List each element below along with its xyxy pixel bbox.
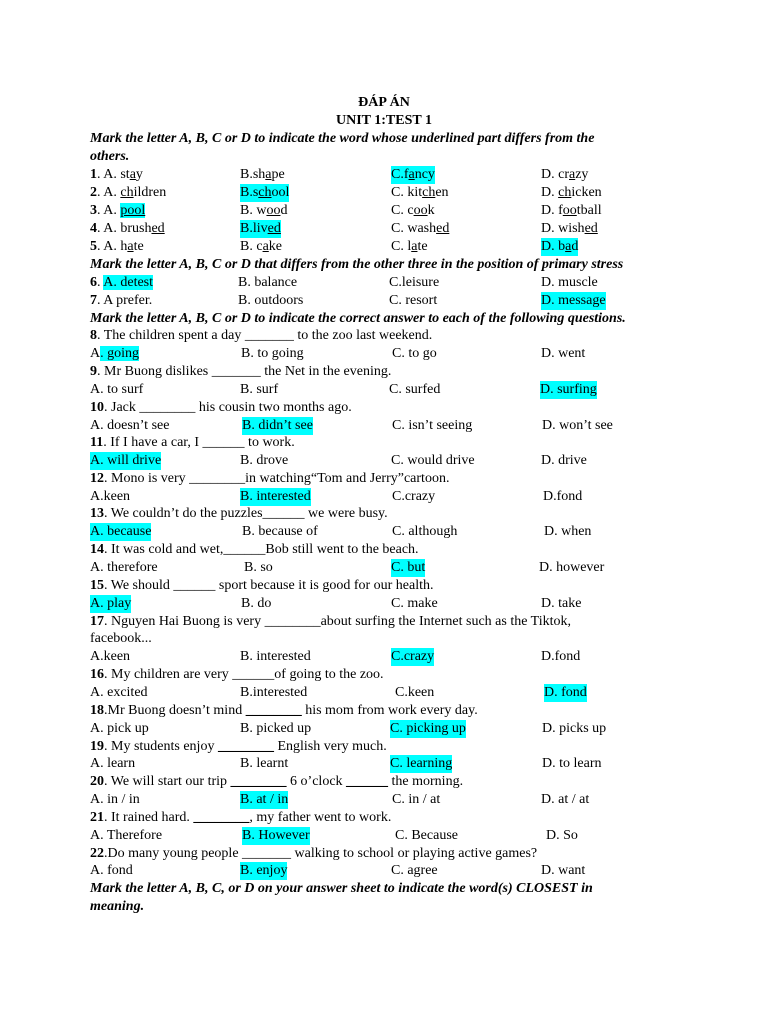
instruction-pronunciation-cont: others.	[90, 149, 130, 164]
option-b: B. drove	[240, 453, 289, 468]
option-d: D. to learn	[542, 756, 602, 771]
option-d: D. however	[539, 560, 605, 575]
option-c: C. isn’t seeing	[392, 418, 473, 433]
option-d: D. at / at	[541, 792, 590, 807]
instruction-synonym-cont: meaning.	[90, 899, 145, 914]
option-c: C.leisure	[389, 275, 440, 290]
question-2: 2. A. children	[90, 185, 167, 200]
option-c-answer: C. picking up	[390, 721, 466, 736]
question-17-cont: facebook...	[90, 631, 152, 646]
option-d-answer: D. fond	[544, 685, 587, 700]
option-b: B. picked up	[240, 721, 312, 736]
question-5: 5. A. hate	[90, 239, 144, 254]
question-1: 1. A. stay	[90, 167, 143, 182]
question-4: 4. A. brushed	[90, 221, 165, 236]
option-b-answer: B. enjoy	[240, 863, 288, 878]
question-18: 18.Mr Buong doesn’t mind ________ his mom from work every day.	[90, 703, 478, 718]
option-a-answer: A. going	[90, 346, 140, 361]
option-c: C. cook	[391, 203, 435, 218]
question-14: 14. It was cold and wet,______Bob still went to the beach.	[90, 542, 419, 557]
option-d: D.fond	[541, 649, 581, 664]
option-c: C. although	[392, 524, 458, 539]
option-c: C. resort	[389, 293, 438, 308]
question-13: 13. We couldn’t do the puzzles______ we were busy.	[90, 506, 388, 521]
option-a: A. pick up	[90, 721, 149, 736]
page-subtitle: UNIT 1:TEST 1	[336, 113, 432, 128]
option-a: A. Therefore	[90, 828, 163, 843]
question-22: 22.Do many young people _______ walking to school or playing active games?	[90, 846, 538, 861]
question-12: 12. Mono is very ________in watching“Tom and Jerry”cartoon.	[90, 471, 450, 486]
option-d: D. when	[544, 524, 592, 539]
option-a: A. doesn’t see	[90, 418, 170, 433]
question-19: 19. My students enjoy ________ English very much.	[90, 739, 387, 754]
option-b: B. do	[241, 596, 272, 611]
question-3: 3. A. pool	[90, 203, 146, 218]
option-b: B. because of	[242, 524, 318, 539]
option-c: C.keen	[395, 685, 435, 700]
option-c-answer: C.crazy	[391, 649, 435, 664]
option-d: D. wished	[541, 221, 598, 236]
option-a: A. excited	[90, 685, 148, 700]
option-c: C. late	[391, 239, 428, 254]
page-title: ĐÁP ÁN	[358, 95, 410, 110]
option-a: A. learn	[90, 756, 136, 771]
option-d: D. take	[541, 596, 582, 611]
option-d-answer: D. bad	[541, 239, 579, 254]
option-c: C. surfed	[389, 382, 441, 397]
option-b-answer: B. However	[242, 828, 310, 843]
option-b: B. learnt	[240, 756, 289, 771]
option-b-answer: B. didn’t see	[242, 418, 313, 433]
option-b: B. to going	[241, 346, 304, 361]
option-a: A. in / in	[90, 792, 140, 807]
option-d: D. muscle	[541, 275, 598, 290]
option-d: D. So	[546, 828, 578, 843]
option-d: D. football	[541, 203, 602, 218]
option-b: B. cake	[240, 239, 282, 254]
question-15: 15. We should ______ sport because it is good for our health.	[90, 578, 434, 593]
option-d: D. crazy	[541, 167, 589, 182]
option-c: C. agree	[391, 863, 438, 878]
instruction-synonym: Mark the letter A, B, C, or D on your answer sheet to indicate the word(s) CLOSEST in	[90, 881, 593, 896]
option-a: A. fond	[90, 863, 133, 878]
option-d-answer: D. message	[541, 293, 606, 308]
option-d: D.fond	[543, 489, 583, 504]
question-16: 16. My children are very ______of going to the zoo.	[90, 667, 384, 682]
option-b: B. so	[244, 560, 273, 575]
option-c-answer: C. but	[391, 560, 426, 575]
option-b: B. wood	[240, 203, 288, 218]
option-d: D. drive	[541, 453, 587, 468]
option-b: B. surf	[240, 382, 279, 397]
option-c-answer: C.fancy	[391, 167, 435, 182]
option-a-answer: A. because	[90, 524, 152, 539]
question-8: 8. The children spent a day _______ to the zoo last weekend.	[90, 328, 433, 343]
question-17: 17. Nguyen Hai Buong is very ________about surfing the Internet such as the Tiktok,	[90, 614, 572, 629]
option-b: B. interested	[240, 649, 311, 664]
instruction-pronunciation: Mark the letter A, B, C or D to indicate the word whose underlined part differs from the	[90, 131, 595, 146]
option-b: B. balance	[238, 275, 298, 290]
option-a-answer: A. will drive	[90, 453, 162, 468]
option-c: C.crazy	[392, 489, 436, 504]
option-d: D. picks up	[542, 721, 607, 736]
question-21: 21. It rained hard. ________, my father went to work.	[90, 810, 392, 825]
option-b-answer: B. interested	[240, 489, 311, 504]
question-11: 11. If I have a car, I ______ to work.	[90, 435, 295, 450]
instruction-grammar: Mark the letter A, B, C or D to indicate the correct answer to each of the following questions.	[90, 311, 626, 326]
instruction-stress: Mark the letter A, B, C or D that differs from the other three in the position of primary stress	[90, 257, 624, 272]
option-a: A. therefore	[90, 560, 158, 575]
option-d: D. want	[541, 863, 586, 878]
option-d: D. won’t see	[542, 418, 613, 433]
option-c: C. Because	[395, 828, 458, 843]
option-b-answer: B. at / in	[240, 792, 289, 807]
option-b: B. outdoors	[238, 293, 304, 308]
question-7: 7. A prefer.	[90, 293, 153, 308]
option-b-answer: B.lived	[240, 221, 281, 236]
option-b-answer: B.school	[240, 185, 290, 200]
option-d: D. went	[541, 346, 586, 361]
question-9: 9. Mr Buong dislikes _______ the Net in the evening.	[90, 364, 392, 379]
option-c: C. make	[391, 596, 438, 611]
option-c: C. kitchen	[391, 185, 449, 200]
question-10: 10. Jack ________ his cousin two months ago.	[90, 400, 352, 415]
option-b: B.interested	[240, 685, 308, 700]
option-c: C. in / at	[392, 792, 441, 807]
question-6: 6. A. detest	[90, 275, 154, 290]
option-c: C. to go	[392, 346, 437, 361]
option-a: A. to surf	[90, 382, 144, 397]
option-a: A.keen	[90, 489, 131, 504]
option-d-answer: D. surfing	[540, 382, 597, 397]
option-a: A.keen	[90, 649, 131, 664]
option-c: C. would drive	[391, 453, 475, 468]
question-20: 20. We will start our trip ________ 6 o’clock ______ the morning.	[90, 774, 464, 789]
option-b: B.shape	[240, 167, 285, 182]
option-c-answer: C. learning	[390, 756, 453, 771]
option-c: C. washed	[391, 221, 450, 236]
option-a-answer: A. play	[90, 596, 132, 611]
option-d: D. chicken	[541, 185, 602, 200]
